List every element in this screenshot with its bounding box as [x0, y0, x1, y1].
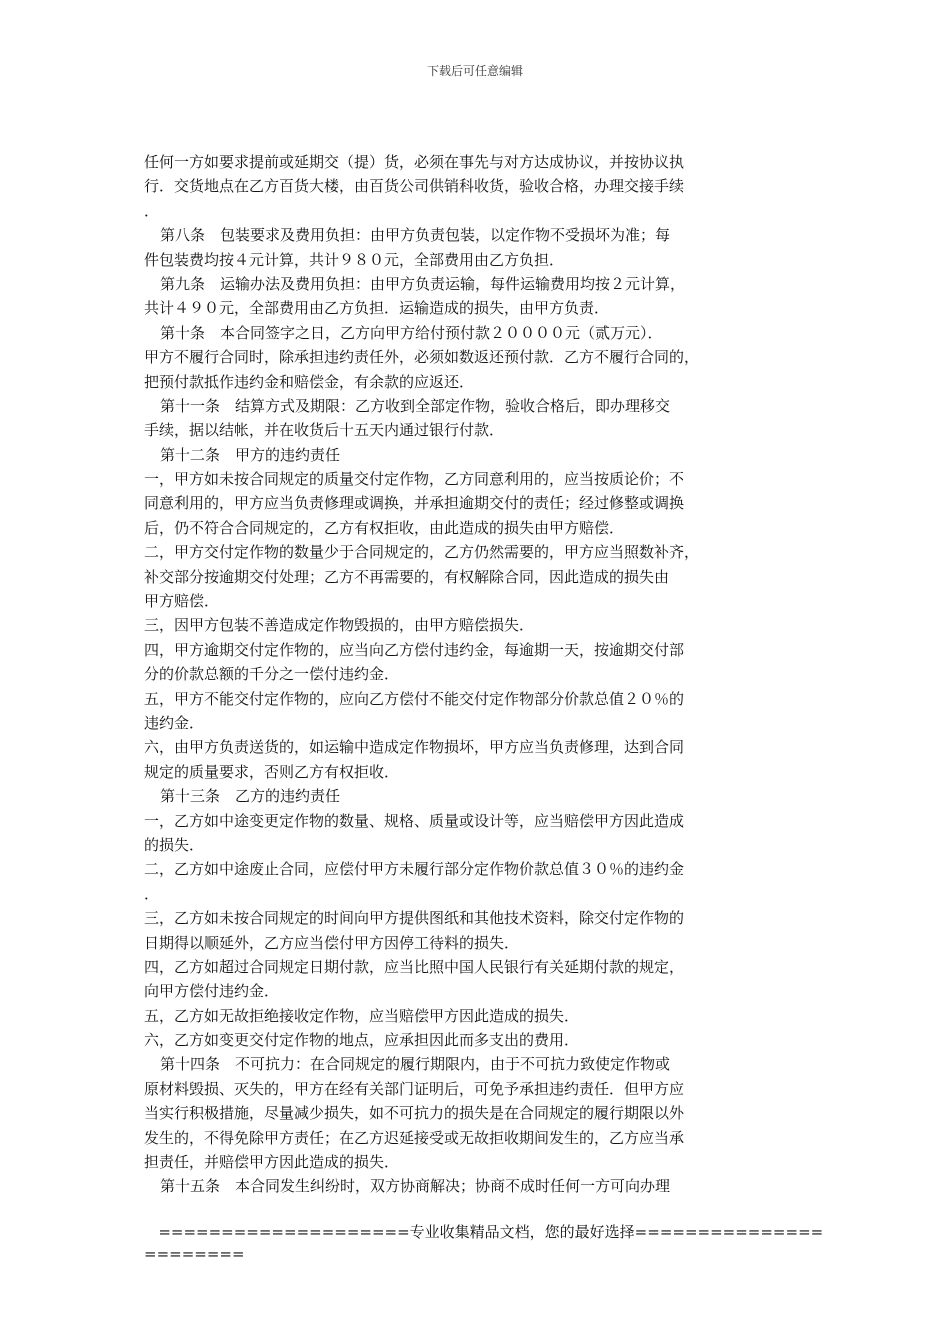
- text-line: 二，甲方交付定作物的数量少于合同规定的，乙方仍然需要的，甲方应当照数补齐，: [144, 543, 700, 562]
- text-line: 分的价款总额的千分之一偿付违约金．: [144, 665, 400, 684]
- text-line: 共计４９０元，全部费用由乙方负担．运输造成的损失，由甲方负责．: [144, 299, 610, 318]
- text-line: 当实行积极措施，尽量减少损失，如不可抗力的损失是在合同规定的履行期限以外: [144, 1104, 685, 1123]
- text-line: ．: [144, 884, 160, 903]
- text-line: 一，乙方如中途变更定作物的数量、规格、质量或设计等，应当赔偿甲方因此造成: [144, 811, 685, 830]
- text-line: 甲方赔偿．: [144, 592, 220, 611]
- text-line: 五，乙方如无故拒绝接收定作物，应当赔偿甲方因此造成的损失．: [144, 1006, 580, 1025]
- text-line: 甲方不履行合同时，除承担违约责任外，必须如数返还预付款．乙方不履行合同的，: [144, 348, 700, 367]
- contract-body-text: [144, 150, 784, 1199]
- text-line: 把预付款抵作违约金和赔偿金，有余款的应返还．: [144, 372, 475, 391]
- text-line: 补交部分按逾期交付处理；乙方不再需要的，有权解除合同，因此造成的损失由: [144, 567, 670, 586]
- text-line: 第十条 本合同签字之日，乙方向甲方给付预付款２００００元（贰万元）．: [160, 323, 663, 342]
- text-line: 四，乙方如超过合同规定日期付款，应当比照中国人民银行有关延期付款的规定，: [144, 957, 685, 976]
- text-line: ．: [144, 201, 160, 220]
- text-line: 担责任，并赔偿甲方因此造成的损失．: [144, 1153, 400, 1172]
- text-line: 六，乙方如变更交付定作物的地点，应承担因此而多支出的费用．: [144, 1031, 580, 1050]
- text-line: 日期得以顺延外，乙方应当偿付甲方因停工待料的损失．: [144, 933, 520, 952]
- text-line: 五，甲方不能交付定作物的，应向乙方偿付不能交付定作物部分价款总值２０％的: [144, 689, 685, 708]
- text-line: 第十四条 不可抗力：在合同规定的履行期限内，由于不可抗力致使定作物或: [160, 1055, 671, 1074]
- text-line: 第十二条 甲方的违约责任: [160, 445, 341, 464]
- text-line: 同意利用的，甲方应当负责修理或调换，并承担逾期交付的责任；经过修整或调换: [144, 494, 685, 513]
- text-line: 六，由甲方负责送货的，如运输中造成定作物损坏，甲方应当负责修理，达到合同: [144, 738, 685, 757]
- text-line: 规定的质量要求，否则乙方有权拒收．: [144, 762, 400, 781]
- text-line: 向甲方偿付违约金．: [144, 982, 280, 1001]
- text-line: 三，因甲方包装不善造成定作物毁损的，由甲方赔偿损失．: [144, 616, 535, 635]
- page-header: 下载后可任意编辑: [426, 64, 523, 78]
- text-line: 任何一方如要求提前或延期交（提）货，必须在事先与对方达成协议，并按协议执: [144, 153, 685, 171]
- text-line: 违约金．: [144, 713, 205, 732]
- text-line: 后，仍不符合合同规定的，乙方有权拒收，由此造成的损失由甲方赔偿．: [144, 518, 625, 537]
- text-line: 四，甲方逾期交付定作物的，应当向乙方偿付违约金，每逾期一天，按逾期交付部: [144, 640, 685, 659]
- text-line: 一，甲方如未按合同规定的质量交付定作物，乙方同意利用的，应当按质论价；不: [144, 470, 685, 489]
- text-line: 第八条 包装要求及费用负担：由甲方负责包装，以定作物不受损坏为准；每: [160, 226, 671, 245]
- text-line: 第十一条 结算方式及期限：乙方收到全部定作物，验收合格后，即办理移交: [160, 396, 671, 415]
- text-line: 三，乙方如未按合同规定的时间向甲方提供图纸和其他技术资料，除交付定作物的: [144, 909, 685, 928]
- text-line: 第九条 运输办法及费用负担：由甲方负责运输，每件运输费用均按２元计算，: [160, 274, 686, 293]
- text-line: 第十五条 本合同发生纠纷时，双方协商解决；协商不成时任何一方可向办理: [160, 1177, 671, 1196]
- text-line: 原材料毁损、灭失的，甲方在经有关部门证明后，可免予承担违约责任．但甲方应: [144, 1079, 685, 1098]
- text-line: 二，乙方如中途废止合同，应偿付甲方未履行部分定作物价款总值３０％的违约金: [144, 860, 685, 879]
- text-line: 的损失．: [144, 835, 205, 854]
- text-line: 行．交货地点在乙方百货大楼，由百货公司供销科收货，验收合格，办理交接手续: [144, 177, 685, 196]
- text-line: 第十三条 乙方的违约责任: [160, 787, 341, 806]
- text-line: 手续，据以结帐，并在收货后十五天内通过银行付款．: [144, 421, 505, 440]
- text-line: 发生的，不得免除甲方责任；在乙方迟延接受或无故拒收期间发生的，乙方应当承: [144, 1128, 685, 1147]
- text-line: 件包装费均按４元计算，共计９８０元，全部费用由乙方负担．: [144, 250, 565, 269]
- page-footer-banner: ====================专业收集精品文档，您的最好选择=======================: [144, 1223, 824, 1263]
